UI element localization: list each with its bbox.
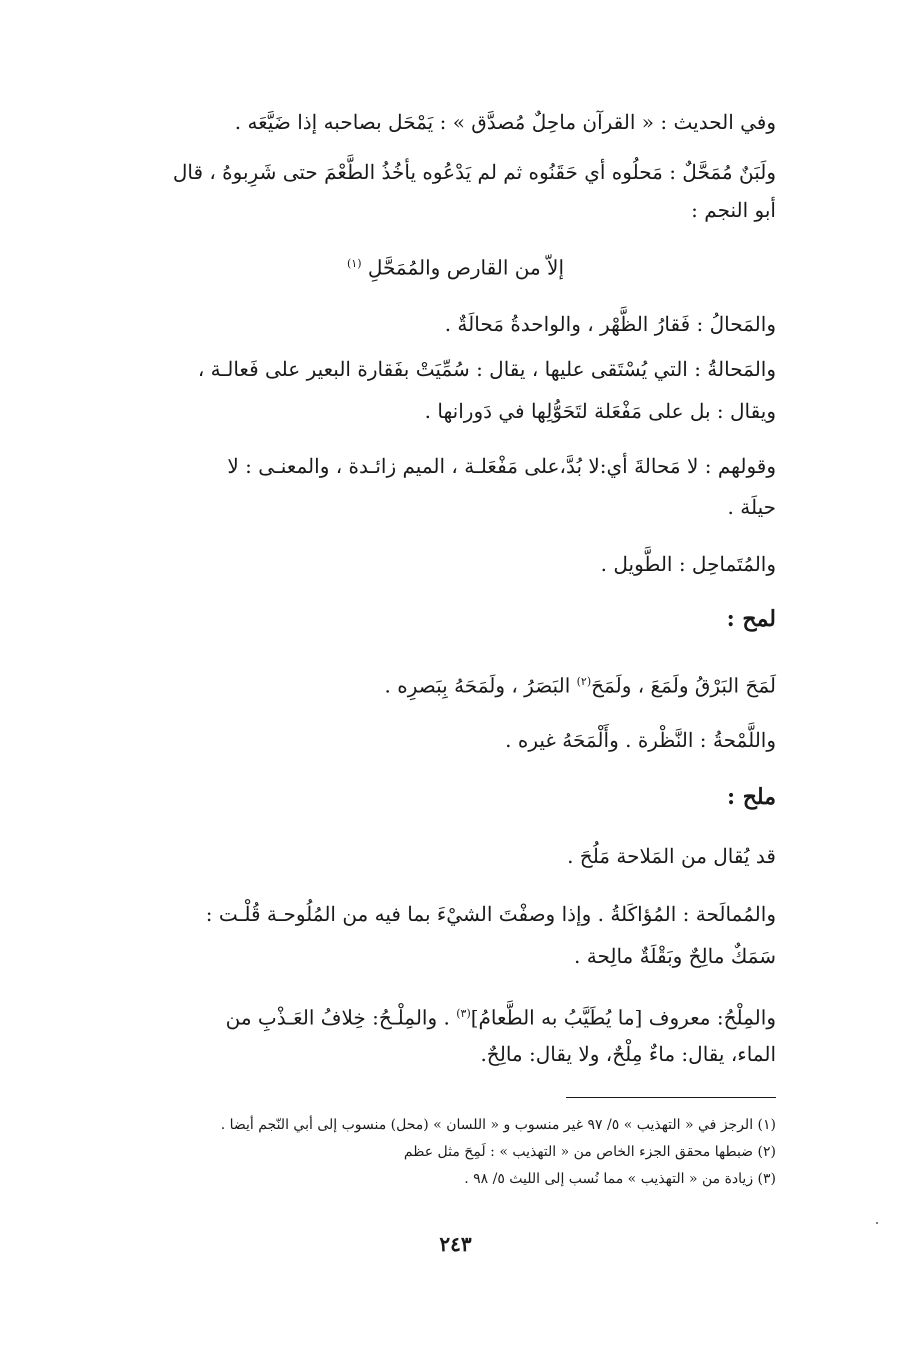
text-line: ولَبَنٌ مُمَحَّلٌ : مَحلُوه أي حَقَنُوه ثم لم يَدْعُوه يأخُذُ الطَّعْمَ حتى شَرِبوهُ ، قال [172,160,776,184]
text-line: وقولهم : لا مَحالةَ أي:لا بُدَّ،على مَفْعَلـة ، الميم زائـدة ، والمعنـى : لا [227,454,776,478]
footnote-marker: (١) [346,257,362,270]
text-line: واللَّمْحةُ : النَّظْرة . وأَلْمَحَهُ غيره . [505,728,776,752]
text-segment: البَصَرُ ، ولَمَحَهُ بِبَصرِه . [384,673,571,698]
text-segment: والمِلْحُ: معروف [ما يُطَيَّبُ به الطَّعامُ] [470,1005,776,1030]
footnote: (١) الرجز في « التهذيب » ٥/ ٩٧ غير منسوب و « اللسان » (محل) منسوب إلى أبي النّجم أيضا . [220,1117,776,1133]
footnote: (٢) ضبطها محقق الجزء الخاص من « التهذيب » : لَمِحَ مثل عظم [403,1144,776,1160]
footnote-divider [566,1097,776,1098]
verse-text: إلاّ من القارص والمُمَحَّلِ [367,255,565,280]
text-line: والمَحالُ : فَقارُ الظَّهْر ، والواحدةُ مَحالَةٌ . [444,312,776,336]
page-number: ٢٤٣ [439,1232,472,1256]
text-line: أبو النجم : [691,198,776,222]
text-line: والمُمالَحة : المُؤاكَلةُ . وإذا وصفْتَ الشيْءَ بما فيه من المُلُوحـة قُلْـت : [205,902,776,926]
entry-heading-mlh: ملح : [726,784,776,810]
footnote-marker: (٢) [576,675,592,688]
text-line: والمَحالةُ : التي يُسْتَقى عليها ، يقال : سُمِّيَتْ بفَقارة البعير على فَعالـة ، [197,357,776,381]
text-line: والمُتَماحِل : الطَّويل . [600,552,776,576]
text-line: وفي الحديث : « القرآن ماحِلٌ مُصدَّق » : يَمْحَل بصاحبه إذا ضَيَّعَه . [234,110,776,134]
verse-line [0,250,911,282]
text-line: ويقال : بل على مَفْعَلة لتَحَوُّلِها في دَورانها . [424,399,776,423]
text-segment: لَمَحَ البَرْقُ ولَمَعَ ، ولَمَحَ [591,673,776,698]
footnote: (٣) زيادة من « التهذيب » مما نُسب إلى الليث ٥/ ٩٨ . [464,1171,776,1187]
scan-speck [876,1222,878,1224]
entry-heading-lmh: لمح : [726,606,776,632]
text-line: الماء، يقال: ماءٌ مِلْحٌ، ولا يقال: مالِحٌ. [480,1042,776,1066]
text-segment: . والمِلْـحُ: خِلافُ العَـذْبِ من [225,1005,450,1030]
text-line: قد يُقال من المَلاحة مَلُحَ . [567,844,776,868]
text-line [78,668,776,700]
footnote-marker: (٣) [456,1007,471,1020]
text-line: سَمَكٌ مالِحٌ وبَقْلَةٌ مالِحة . [574,944,776,968]
text-line [78,1000,776,1032]
text-line: حيلَة . [727,495,776,519]
